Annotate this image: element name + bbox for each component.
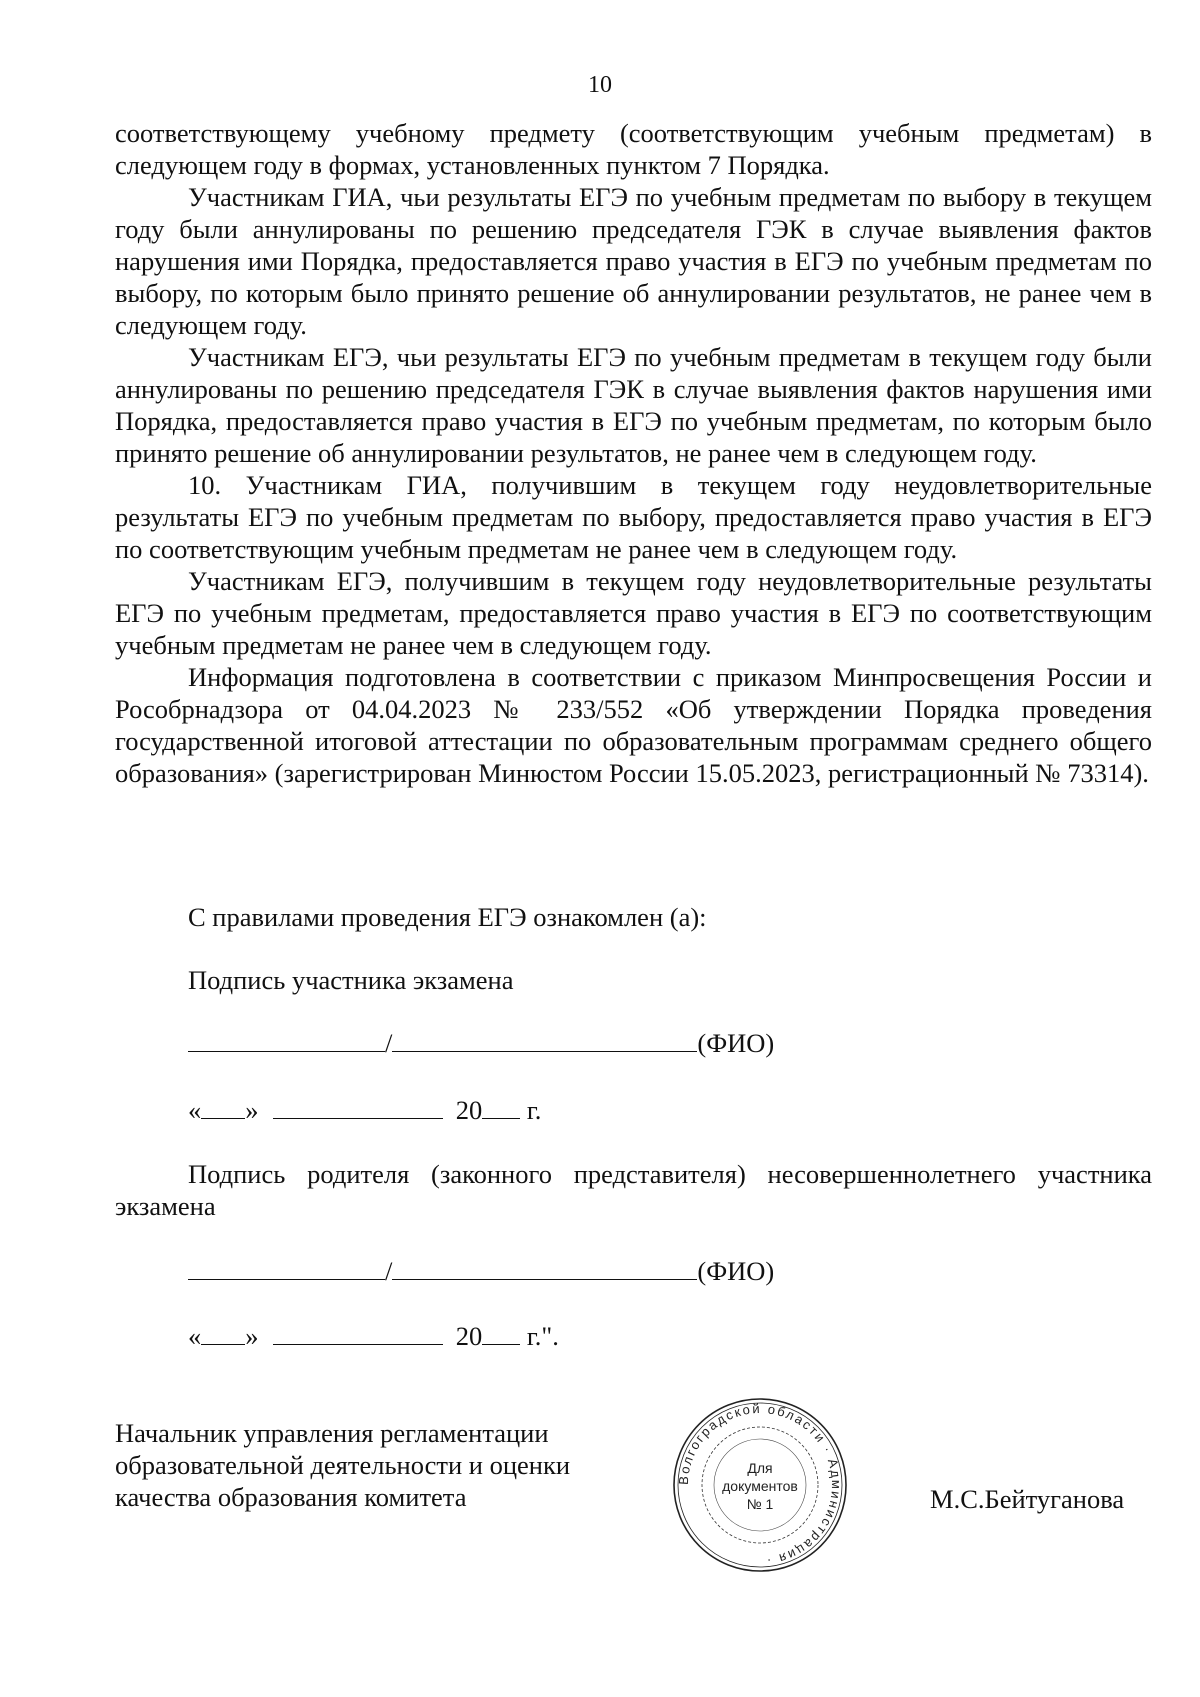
month-blank[interactable] <box>273 1094 443 1119</box>
paragraph: соответствующему учебному предмету (соответствующим учебным предметам) в следующем году в формах, установленных пунктом 7 Порядка. <box>115 118 1152 180</box>
slash: / <box>385 1256 393 1286</box>
fio-label: (ФИО) <box>697 1028 775 1058</box>
participant-signature-line <box>188 1027 774 1059</box>
participant-date-line <box>188 1094 541 1126</box>
signature-blank[interactable] <box>188 1255 385 1280</box>
fio-blank[interactable] <box>392 1255 697 1280</box>
parent-date-line <box>188 1320 559 1352</box>
paragraph: 10. Участникам ГИА, получившим в текущем году неудовлетворительные результаты ЕГЭ по учебным предметам по выбору, предоставляется право участия в ЕГЭ по соответствующим учебным предметам не ранее чем в следующем году. <box>115 470 1152 564</box>
day-blank[interactable] <box>201 1094 245 1119</box>
year-prefix: 20 <box>455 1321 483 1351</box>
year-suffix: г.". <box>520 1321 559 1351</box>
page-number: 10 <box>588 72 612 98</box>
paragraph: Участникам ЕГЭ, получившим в текущем году неудовлетворительные результаты ЕГЭ по учебным предметам, предоставляется право участия в ЕГЭ по соответствующим учебным предметам не ранее чем в следующем году. <box>115 566 1152 660</box>
open-quote: « <box>188 1095 202 1125</box>
stamp-center-line: Для <box>747 1460 773 1476</box>
position-line: качества образования комитета <box>115 1482 467 1512</box>
year-suffix: г. <box>520 1095 542 1125</box>
parent-signature-line <box>188 1255 774 1287</box>
position-line: Начальник управления регламентации <box>115 1418 549 1448</box>
paragraph: Участникам ЕГЭ, чьи результаты ЕГЭ по учебным предметам в текущем году были аннулированы по решению председателя ГЭК в случае выявления фактов нарушения ими Порядка, предоставляется право участия в ЕГЭ по учебным предметам, по которым было принято решение об аннулировании результатов, не ранее чем в следующем году. <box>115 342 1152 468</box>
signatory-position <box>115 1417 635 1513</box>
official-stamp-icon <box>670 1395 850 1575</box>
signature-blank[interactable] <box>188 1027 385 1052</box>
slash: / <box>385 1028 393 1058</box>
stamp-center-line: документов <box>722 1478 798 1494</box>
year-blank[interactable] <box>482 1094 520 1119</box>
close-quote: » <box>245 1095 259 1125</box>
day-blank[interactable] <box>201 1320 245 1345</box>
month-blank[interactable] <box>273 1320 443 1345</box>
body-text <box>115 117 1152 789</box>
paragraph: Информация подготовлена в соответствии с приказом Минпросвещения России и Рособрнадзора от 04.04.2023 № 233/552 «Об утверждении Порядка проведения государственной итоговой аттестации по образовательным программам среднего общего образования» (зарегистрирован Минюстом России 15.05.2023, регистрационный № 73314). <box>115 662 1152 788</box>
stamp-center-line: № 1 <box>746 1496 774 1512</box>
close-quote: » <box>245 1321 259 1351</box>
parent-signature-label: Подпись родителя (законного представителя) несовершеннолетнего участника экзамена <box>115 1159 1152 1221</box>
participant-signature-label: Подпись участника экзамена <box>188 965 514 995</box>
open-quote: « <box>188 1321 202 1351</box>
acknowledgement-text: С правилами проведения ЕГЭ ознакомлен (а): <box>188 902 707 932</box>
signatory-name: М.С.Бейтуганова <box>930 1484 1125 1514</box>
fio-blank[interactable] <box>392 1027 697 1052</box>
position-line: образовательной деятельности и оценки <box>115 1450 571 1480</box>
year-blank[interactable] <box>482 1320 520 1345</box>
paragraph: Участникам ГИА, чьи результаты ЕГЭ по учебным предметам по выбору в текущем году были аннулированы по решению председателя ГЭК в случае выявления фактов нарушения ими Порядка, предоставляется право участия в ЕГЭ по учебным предметам по выбору, по которым было принято решение об аннулировании результатов, не ранее чем в следующем году. <box>115 182 1152 340</box>
fio-label: (ФИО) <box>697 1256 775 1286</box>
year-prefix: 20 <box>455 1095 483 1125</box>
stamp-outer-text: Волгоградской области · Администрация · <box>675 1400 845 1569</box>
